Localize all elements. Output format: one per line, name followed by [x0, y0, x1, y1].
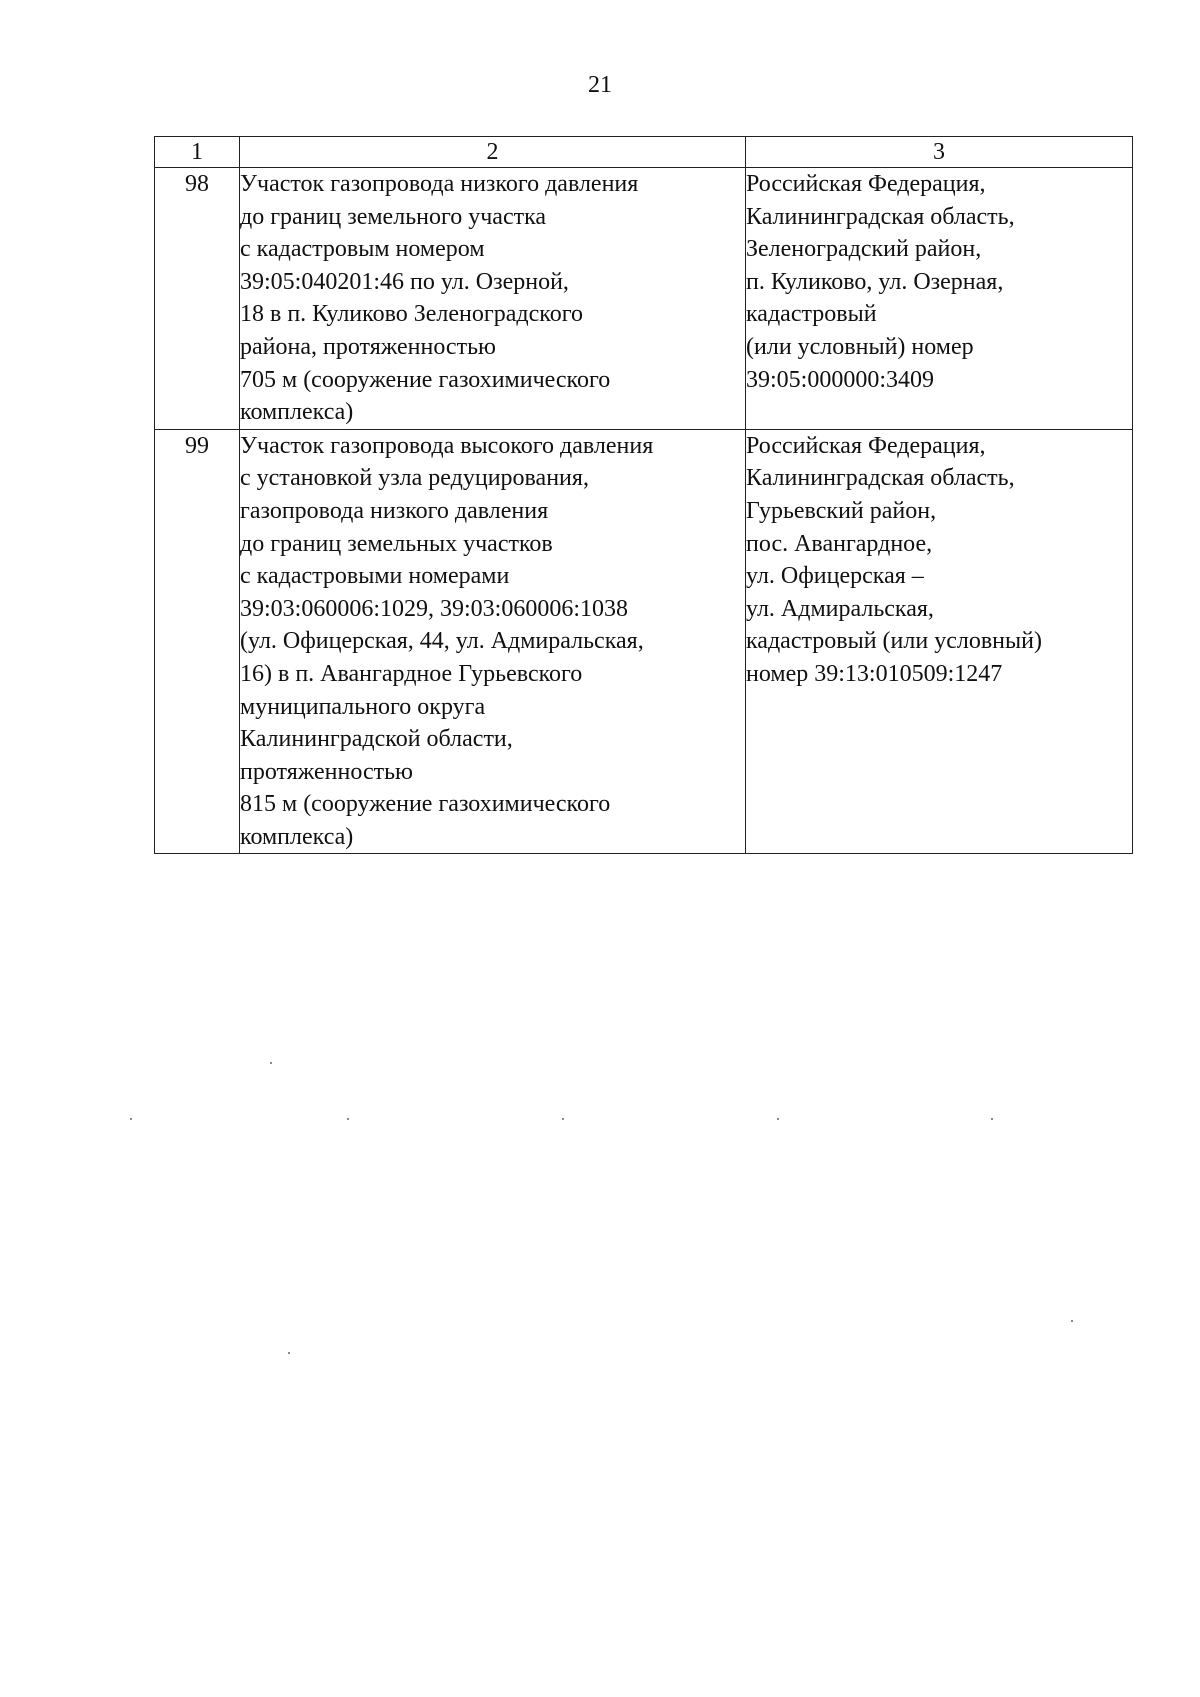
scan-speck	[991, 1118, 993, 1120]
column-header-1: 1	[155, 137, 240, 168]
description-line: 705 м (сооружение газохимического	[240, 366, 611, 393]
scan-speck	[288, 1352, 290, 1354]
address-line: номер 39:13:010509:1247	[746, 660, 1003, 687]
description-line: (ул. Офицерская, 44, ул. Адмиральская,	[240, 628, 644, 655]
table-row	[155, 168, 1133, 430]
address-line: 39:05:000000:3409	[746, 366, 935, 393]
description-line: 39:05:040201:46 по ул. Озерной,	[240, 268, 569, 295]
address-line: Российская Федерация,	[746, 432, 986, 459]
address-line: ул. Адмиральская,	[746, 595, 934, 622]
description-line: протяженностью	[240, 758, 413, 785]
description-line: до границ земельных участков	[240, 530, 553, 557]
description-line: комплекса)	[240, 823, 354, 850]
address-line: Калининградская область,	[746, 465, 1015, 492]
table-header-row	[155, 137, 1133, 168]
description-line: Участок газопровода высокого давления	[240, 432, 654, 459]
row-number: 98	[155, 168, 240, 430]
description-line: комплекса)	[240, 399, 354, 426]
object-description	[240, 429, 746, 854]
address-line: п. Куликово, ул. Озерная,	[746, 268, 1004, 295]
address-line: Гурьевский район,	[746, 497, 937, 524]
page-number: 21	[588, 72, 612, 98]
address-line: (или условный) номер	[746, 333, 974, 360]
scan-speck	[562, 1118, 564, 1120]
row-number: 99	[155, 429, 240, 854]
address-line: Зеленоградский район,	[746, 236, 982, 263]
object-address	[746, 168, 1133, 430]
description-line: 16) в п. Авангардное Гурьевского	[240, 660, 583, 687]
scan-speck	[130, 1118, 132, 1120]
scan-speck	[270, 1062, 272, 1064]
object-description	[240, 168, 746, 430]
address-line: кадастровый (или условный)	[746, 628, 1042, 655]
description-line: Участок газопровода низкого давления	[240, 171, 639, 197]
description-line: до границ земельного участка	[240, 203, 547, 230]
address-line: Калининградская область,	[746, 203, 1015, 230]
description-line: с кадастровыми номерами	[240, 563, 510, 590]
description-line: района, протяженностью	[240, 333, 496, 360]
scan-speck	[777, 1118, 779, 1120]
table-row	[155, 429, 1133, 854]
description-line: 815 м (сооружение газохимического	[240, 791, 611, 818]
description-line: 18 в п. Куликово Зеленоградского	[240, 301, 583, 328]
description-line: с установкой узла редуцирования,	[240, 465, 589, 492]
address-line: Российская Федерация,	[746, 171, 986, 197]
description-line: Калининградской области,	[240, 726, 513, 753]
description-line: муниципального округа	[240, 693, 486, 720]
object-address	[746, 429, 1133, 854]
description-line: 39:03:060006:1029, 39:03:060006:1038	[240, 595, 629, 622]
description-line: с кадастровым номером	[240, 236, 485, 263]
registry-table	[154, 136, 1133, 854]
scan-speck	[347, 1118, 349, 1120]
column-header-3: 3	[746, 137, 1133, 168]
address-line: ул. Офицерская –	[746, 563, 924, 590]
address-line: кадастровый	[746, 301, 877, 328]
address-line: пос. Авангардное,	[746, 530, 933, 557]
column-header-2: 2	[240, 137, 746, 168]
scan-speck	[1071, 1320, 1073, 1322]
description-line: газопровода низкого давления	[240, 497, 549, 524]
